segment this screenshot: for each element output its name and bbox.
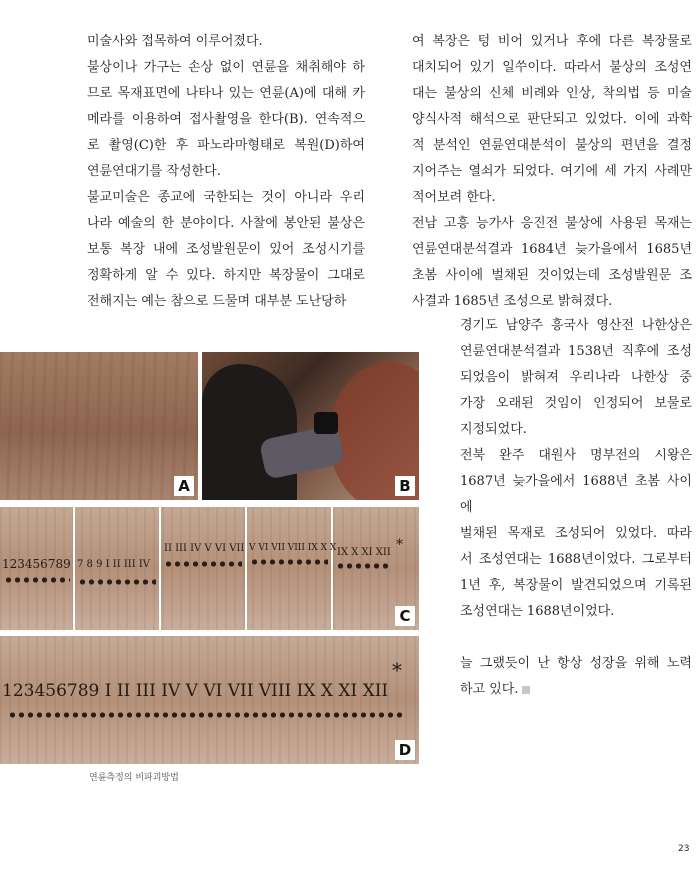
right-text-column [412,29,692,315]
text-line: 메라를 이용하여 접사촬영을 한다(B). 연속적으 [87,112,365,127]
photo-label-a: A [174,476,194,496]
text-line: 로 촬영(C)한 후 파노라마형태로 복원(D)하여 [87,138,365,153]
ring-dots [336,563,392,569]
text-line: 1년 후, 복장물이 발견되었으며 기록된 [460,578,692,593]
text-line: 벌채된 목재로 조성되어 있었다. 따라 [460,526,692,541]
text-line: 경기도 남양주 흥국사 영산전 나한상은 [460,318,692,333]
ring-number-label: II III IV V VI VII [164,543,245,554]
text-line: 여 복장은 텅 비어 있거나 후에 다른 복장물로 [412,34,692,49]
ring-dots [164,561,242,567]
photo-label-d: D [395,740,415,760]
ring-number-label: 123456789 I II III IV V VI VII VIII IX X XI XII [2,681,389,701]
text-line: 하고 있다. [460,677,692,703]
text-line: 전북 완주 대원사 명부전의 시왕은 [460,448,692,463]
text-line: 되었음이 밝혀져 우리나라 나한상 중 [460,370,692,385]
text-line: 므로 목재표면에 나타나 있는 연륜(A)에 대해 카 [87,86,365,101]
text-line: 정확하게 알 수 있다. 하지만 복장물이 그대로 [87,268,365,283]
photographer [202,364,297,500]
end-mark-icon [522,686,530,694]
ring-number-label: 123456789 [2,557,71,571]
text-line: 초봄 사이에 벌채된 것이었는데 조성발원문 조 [412,268,692,283]
text-line: 서 조성연대는 1688년이었다. 그로부터 [460,552,692,567]
text-line: 연륜연대분석결과 1684년 늦가을에서 1685년 [412,242,692,257]
text-line: 나라 예술의 한 분야이다. 사찰에 봉안된 불상은 [87,216,365,231]
photo-c-segment [247,507,333,630]
text-line: 지정되었다. [460,422,527,437]
star-mark-icon: * [392,658,402,682]
left-text-column [87,29,365,315]
text-line: 1687년 늦가을에서 1688년 초봄 사이에 [460,474,692,515]
camera-icon [314,412,338,434]
text-line: 지어주는 열쇠가 되었다. 여기에 세 가지 사례만 [412,164,692,179]
photo-c-segment [161,507,247,630]
text-line: 미술사와 접목하여 이루어졌다. [87,34,263,49]
photo-d-panorama [0,636,419,764]
photo-label-c: C [395,606,415,626]
text-line: 적어보려 한다. [412,190,496,205]
ring-number-label: 7 8 9 I II III IV [77,559,151,570]
text-line: 대는 불상의 신체 비례와 인상, 착의법 등 미술 [412,86,692,101]
text-line: 가장 오래된 것임이 인정되어 보물로 [460,396,692,411]
text-line: 불상이나 가구는 손상 없이 연륜을 채취해야 하 [87,60,365,75]
photo-label-b: B [395,476,415,496]
text-line: 양식사적 해석으로 판단되고 있었다. 이에 과학 [412,112,692,127]
photo-b-macro-photography [202,352,419,500]
ring-dots [78,579,156,585]
text-line: 조성연대는 1688년이었다. [460,604,615,619]
photo-a-wood-surface [0,352,198,500]
text-line: 적 분석인 연륜연대분석이 불상의 편년을 결정 [412,138,692,153]
figure-caption: 연륜측정의 비파괴방법 [89,773,179,783]
ring-dots [4,577,70,583]
text-line: 전남 고흥 능가사 응진전 불상에 사용된 목재는 [412,216,692,231]
photo-c-sequential-shots [0,507,419,630]
text-line: 전해지는 예는 참으로 드물며 대부분 도난당하 [87,294,347,309]
right-text-column-lower [460,313,692,703]
text-line: 연륜연대분석결과 1538년 직후에 조성 [460,344,692,359]
text-line: 연륜연대기를 작성한다. [87,164,221,179]
paragraph-gap [460,625,692,651]
text-line: 보통 복장 내에 조성발원문이 있어 조성시기를 [87,242,365,257]
text-line: 늘 그랬듯이 난 항상 성장을 위해 노력 [460,656,692,671]
ring-dots [8,712,403,718]
ring-number-label: V VI VII VIII IX X X [249,543,337,553]
ring-number-label: IX X XI XII [337,547,391,558]
text-line: 대치되어 있기 일쑤이다. 따라서 불상의 조성연 [412,60,692,75]
text-line: 사결과 1685년 조성으로 밝혀졌다. [412,294,613,309]
text-line: 불교미술은 종교에 국한되는 것이 아니라 우리 [87,190,365,205]
ring-dots [250,559,328,565]
page-number: 23 [678,844,690,854]
star-mark-icon: * [396,537,403,553]
